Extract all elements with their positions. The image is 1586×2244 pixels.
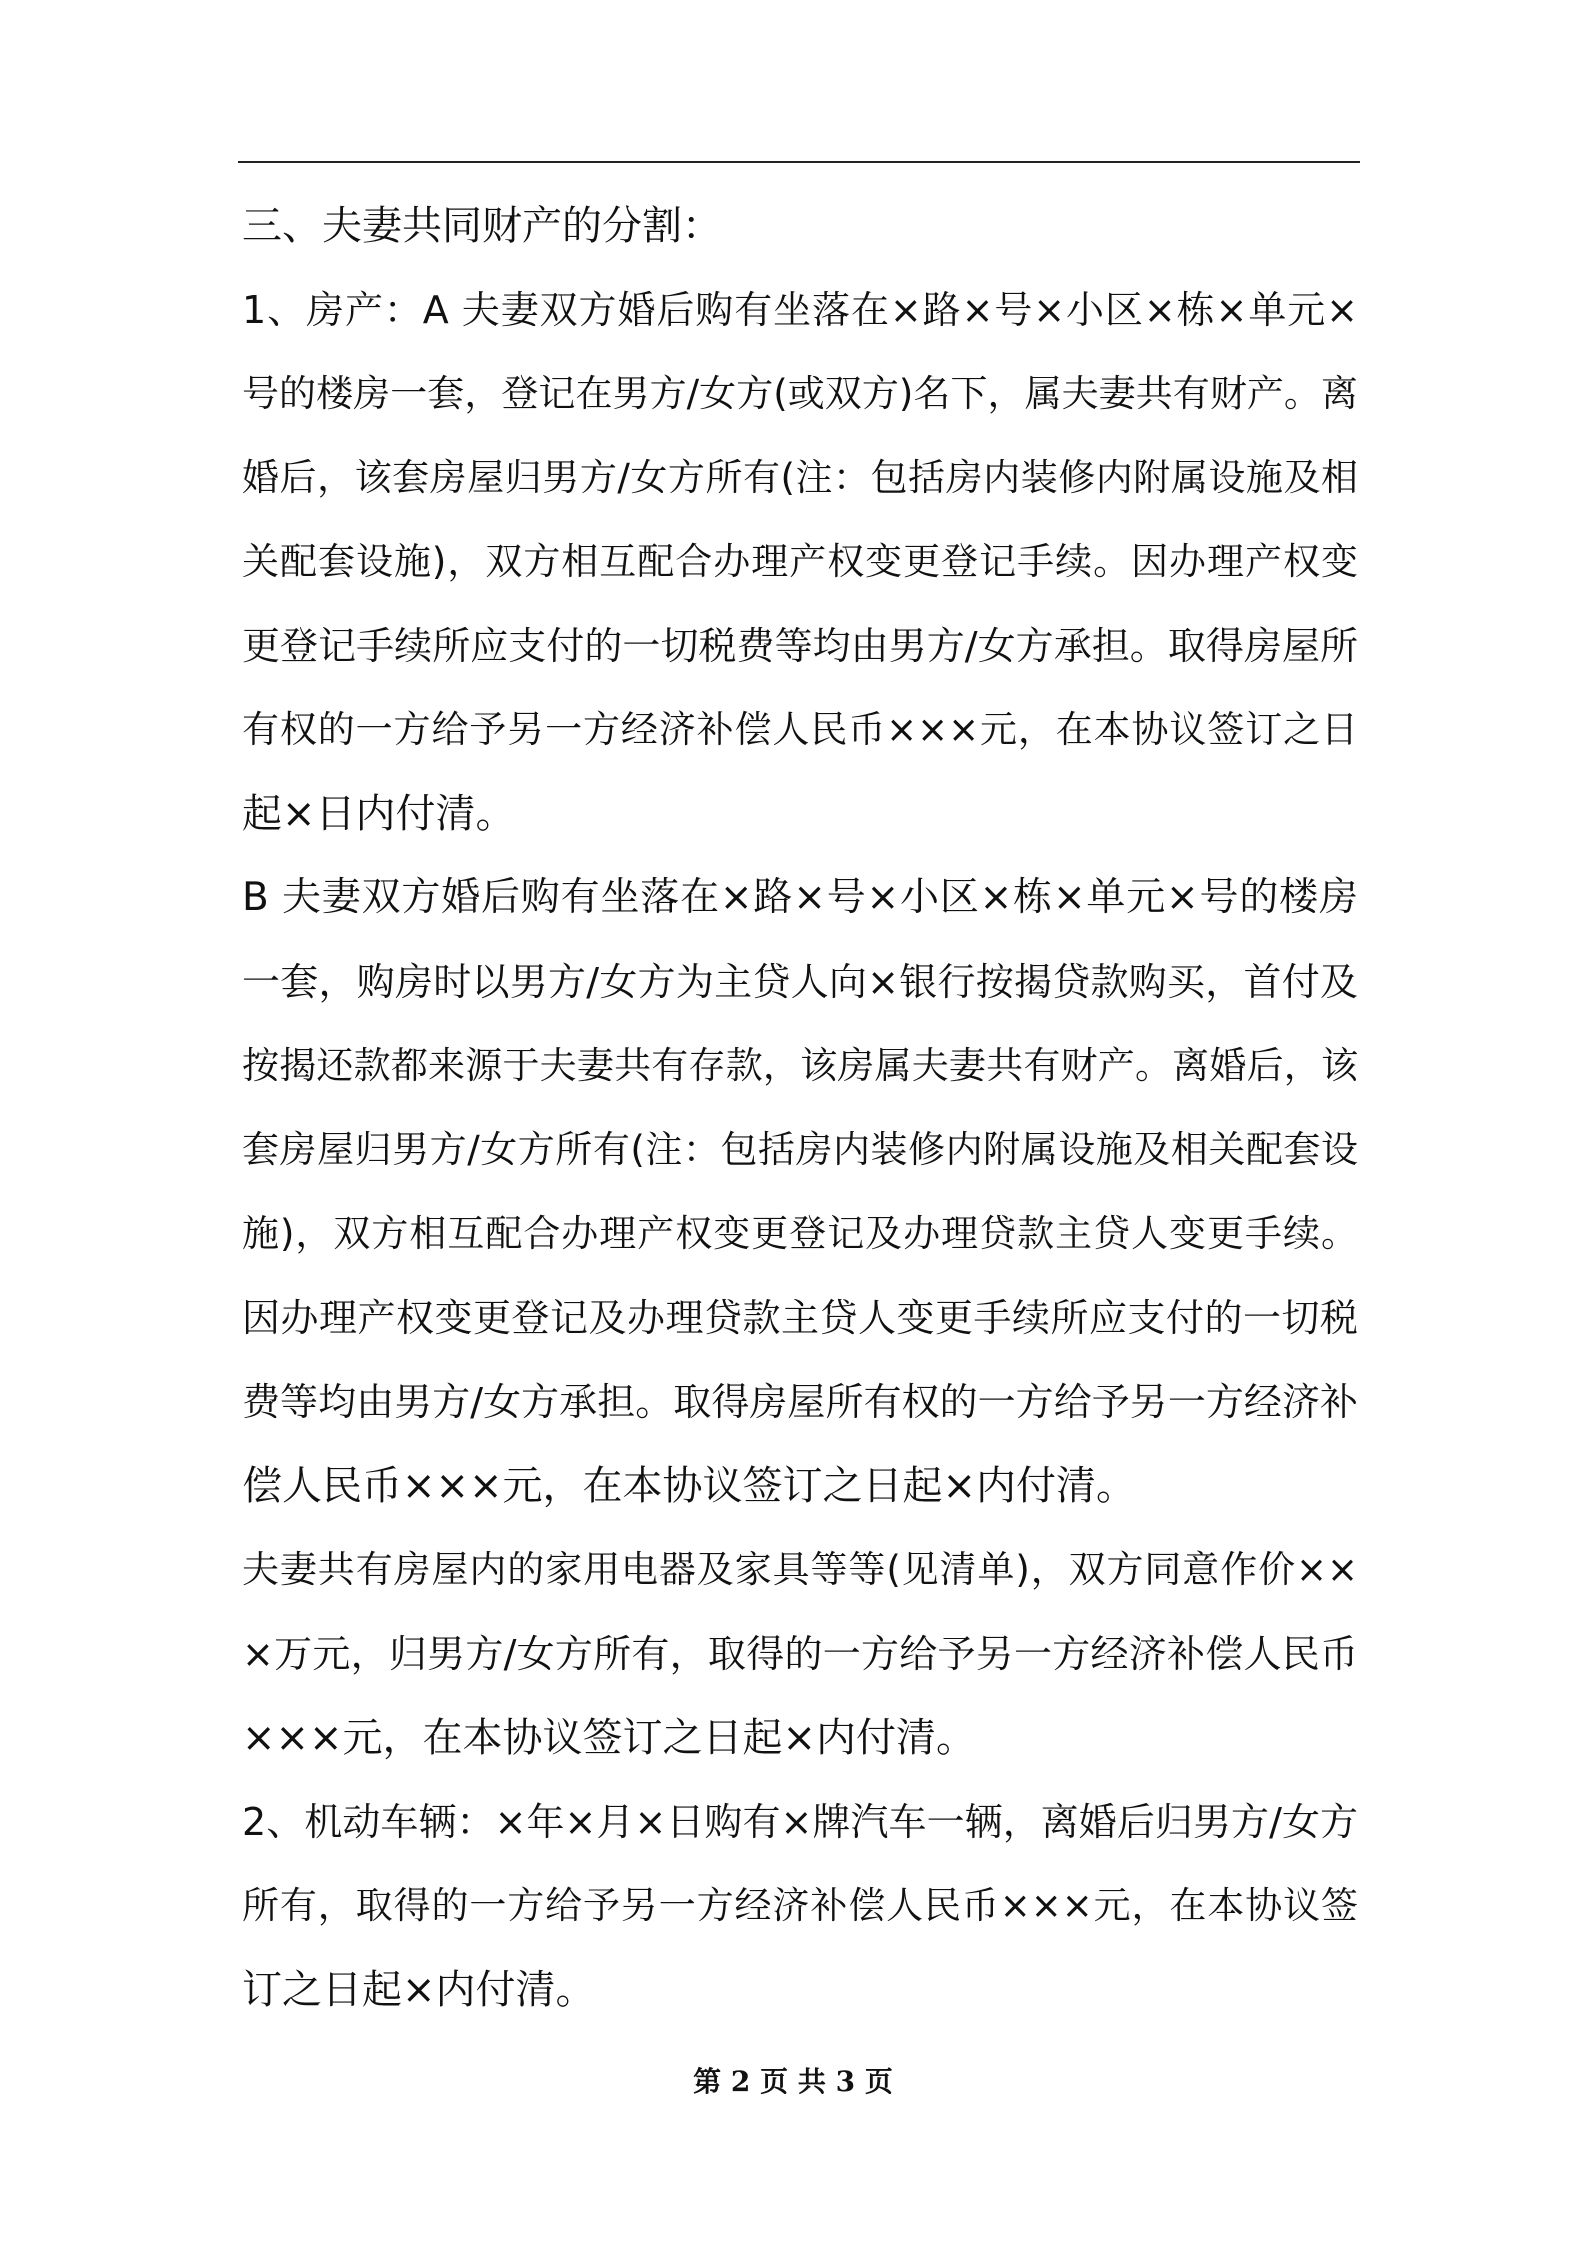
- header-rule: [238, 161, 1360, 163]
- text-line: 起×日内付清。: [242, 791, 516, 837]
- text-line: 订之日起×内付清。: [242, 1967, 596, 2013]
- text-line: 因办理产权变更登记及办理贷款主贷人变更手续所应支付的一切税: [242, 1296, 1358, 1340]
- text-line: 偿人民币×××元，在本协议签订之日起×内付清。: [242, 1463, 1137, 1509]
- text-line: 婚后，该套房屋归男方/女方所有(注：包括房内装修内附属设施及相: [242, 456, 1358, 499]
- text-line: 更登记手续所应支付的一切税费等均由男方/女方承担。取得房屋所: [242, 624, 1358, 668]
- text-line: 夫妻共有房屋内的家用电器及家具等等(见清单)，双方同意作价××: [242, 1548, 1358, 1591]
- page-number-footer: 第 2 页 共 3 页: [693, 2065, 893, 2098]
- document-body: [242, 184, 1358, 2032]
- text-line: 号的楼房一套，登记在男方/女方(或双方)名下，属夫妻共有财产。离: [242, 372, 1358, 415]
- text-line: 所有，取得的一方给予另一方经济补偿人民币×××元，在本协议签: [242, 1884, 1358, 1927]
- text-line: 套房屋归男方/女方所有(注：包括房内装修内附属设施及相关配套设: [242, 1128, 1358, 1171]
- text-line: ×万元，归男方/女方所有，取得的一方给予另一方经济补偿人民币: [242, 1632, 1358, 1676]
- section-heading: 三、夫妻共同财产的分割：: [242, 203, 722, 249]
- text-line: ×××元，在本协议签订之日起×内付清。: [242, 1715, 977, 1761]
- text-line: 费等均由男方/女方承担。取得房屋所有权的一方给予另一方经济补: [242, 1380, 1358, 1424]
- text-line: 施)，双方相互配合办理产权变更登记及办理贷款主贷人变更手续。: [242, 1212, 1358, 1255]
- text-line: 有权的一方给予另一方经济补偿人民币×××元，在本协议签订之日: [242, 708, 1358, 751]
- text-line: 1、房产：A 夫妻双方婚后购有坐落在×路×号×小区×栋×单元×: [242, 288, 1358, 332]
- text-line: 按揭还款都来源于夫妻共有存款，该房属夫妻共有财产。离婚后，该: [242, 1044, 1358, 1087]
- text-line: 一套，购房时以男方/女方为主贷人向×银行按揭贷款购买，首付及: [242, 960, 1358, 1004]
- text-line: 关配套设施)，双方相互配合办理产权变更登记手续。因办理产权变: [242, 540, 1358, 583]
- text-line: B 夫妻双方婚后购有坐落在×路×号×小区×栋×单元×号的楼房: [242, 875, 1358, 920]
- text-line: 2、机动车辆：×年×月×日购有×牌汽车一辆，离婚后归男方/女方: [242, 1800, 1358, 1844]
